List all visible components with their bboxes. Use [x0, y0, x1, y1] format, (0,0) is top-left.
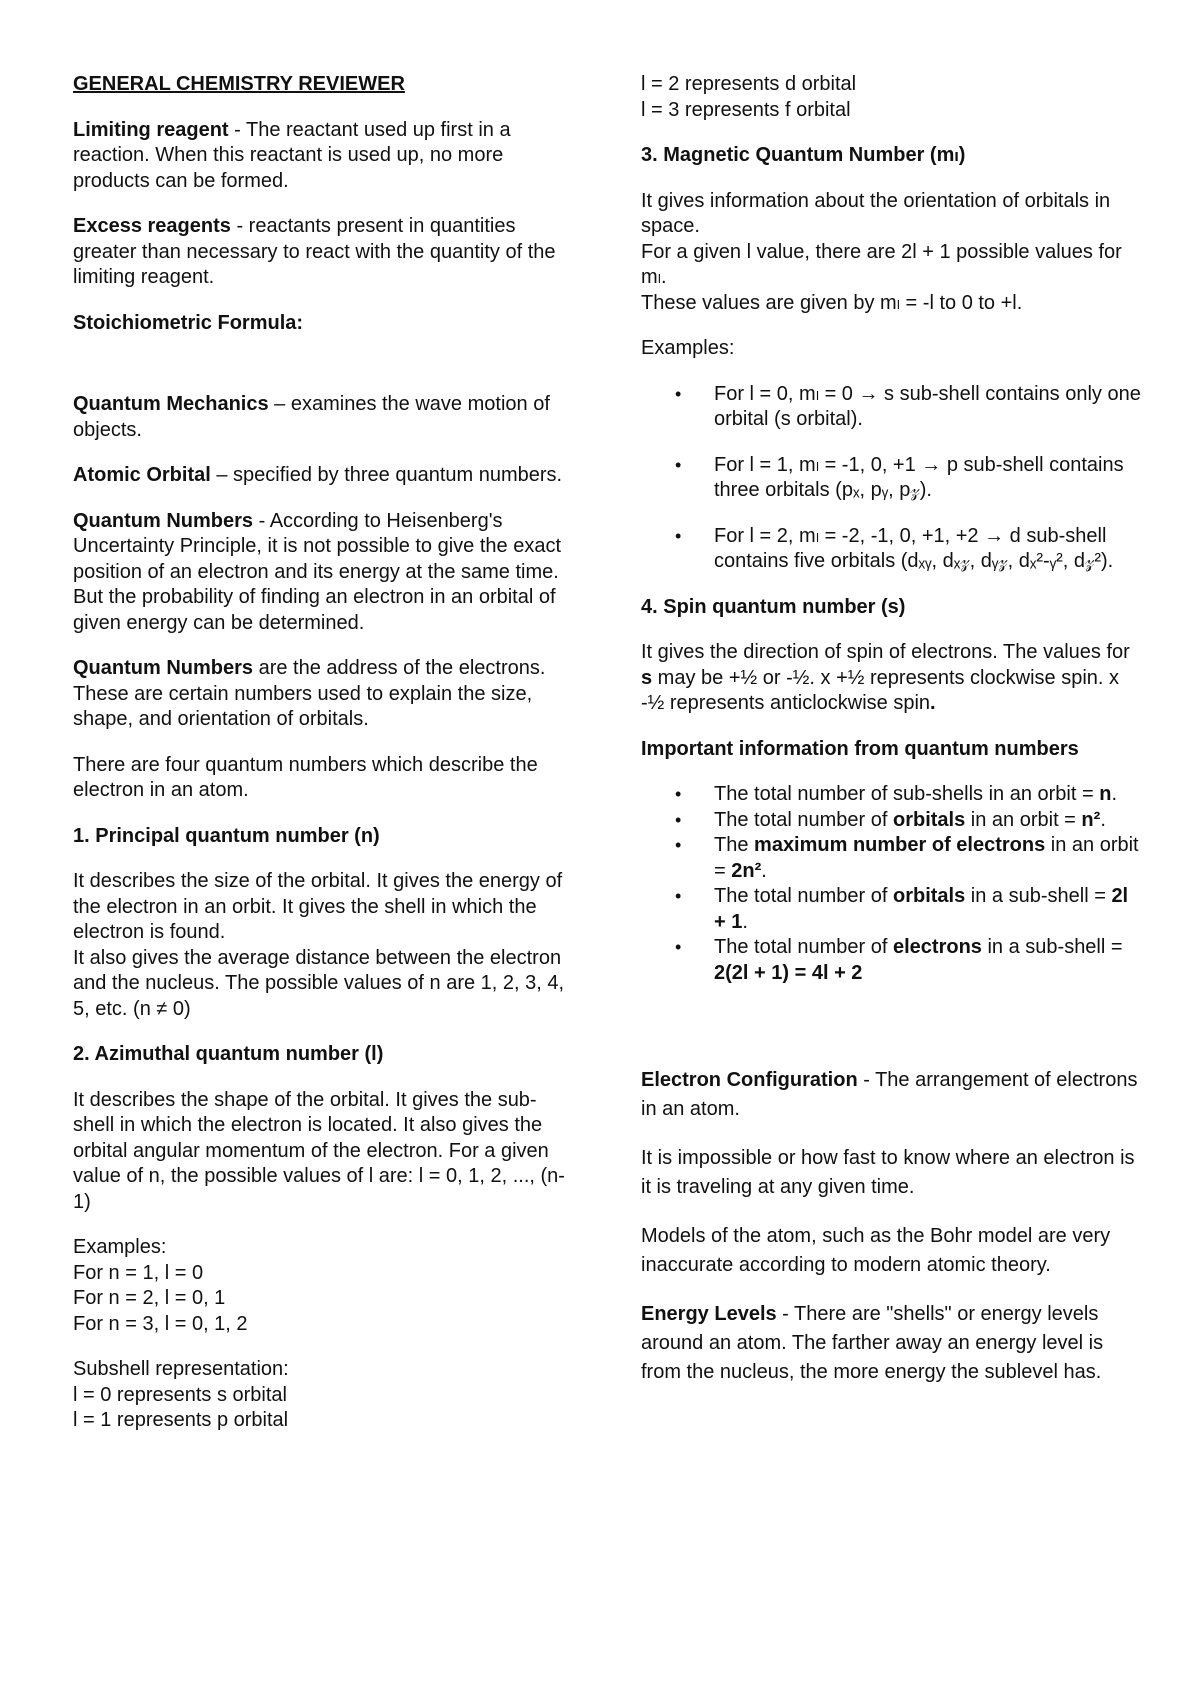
limiting-reagent-term: Limiting reagent: [73, 118, 229, 141]
list-item-bold: maximum number of electrons: [754, 834, 1046, 856]
azimuthal-example: For n = 2, l = 0, 1: [73, 1287, 226, 1309]
list-item-text: For l = 1, mₗ = -1, 0, +1 → p sub-shell contains three orbitals (pₓ, pᵧ, p𝓏).: [714, 453, 1124, 501]
list-item-text: .: [761, 859, 767, 882]
magnetic-examples-label: Examples:: [641, 337, 735, 359]
list-item: [641, 935, 1141, 986]
azimuthal-examples-label: Examples:: [73, 1236, 167, 1258]
energy-levels-paragraph: [641, 1300, 1141, 1387]
principal-quantum-number-heading: 1. Principal quantum number (n): [73, 824, 380, 847]
subshell-representation-item: l = 0 represents s orbital: [73, 1383, 287, 1406]
list-item-bold: 2l + 1: [714, 885, 1129, 933]
bullet-icon: •: [675, 937, 682, 957]
azimuthal-quantum-number-heading: 2. Azimuthal quantum number (l): [73, 1043, 384, 1065]
spin-text-part: may be +½ or -½: [652, 666, 810, 689]
bullet-icon: •: [675, 809, 682, 830]
important-information-heading: Important information from quantum numbers: [641, 737, 1079, 760]
principal-text-2: It also gives the average distance between the electron and the nucleus. The possible values of n are 1, 2, 3, 4, 5, etc. (n ≠ 0): [73, 946, 565, 1020]
subshell-representation-item: l = 1 represents p orbital: [73, 1409, 289, 1431]
electron-configuration-term: Electron Configuration: [641, 1069, 858, 1091]
quantum-mechanics-text: – examines the wave motion of objects.: [73, 393, 550, 441]
bullet-icon: •: [675, 835, 682, 855]
right-column: [641, 72, 1141, 1387]
list-item-text: The total number of sub-shells in an orbit =: [714, 783, 1100, 805]
spin-symbol: s: [641, 666, 653, 689]
spin-text-part: . x -½ represents anticlockwise spin: [641, 666, 1120, 714]
quantum-numbers-paragraph-2: [73, 656, 573, 733]
excess-reagents-text: - reactants present in quantities greater than necessary to react with the quantity of the limiting reagent.: [73, 215, 556, 288]
list-item-text: The total number of: [714, 936, 893, 958]
list-item-text: .: [742, 910, 748, 933]
atomic-orbital-text: – specified by three quantum numbers.: [210, 464, 563, 486]
bullet-icon: •: [675, 525, 682, 546]
list-item-text: The: [714, 834, 755, 856]
list-item: [641, 884, 1141, 935]
energy-levels-term: Energy Levels: [641, 1303, 777, 1325]
list-item-text: in an orbit =: [965, 808, 1082, 831]
bullet-icon: •: [675, 784, 682, 804]
list-item-bold: 2n²: [731, 859, 762, 882]
subshell-representation-item: l = 2 represents d orbital: [641, 73, 857, 95]
electron-configuration-paragraph: [641, 1066, 1141, 1124]
electron-configuration-text: - The arrangement of electrons in an atom.: [641, 1069, 1138, 1120]
azimuthal-example: For n = 3, l = 0, 1, 2: [73, 1312, 248, 1335]
quantum-numbers-paragraph-1: [73, 509, 573, 637]
magnetic-examples-list: [641, 382, 1141, 575]
list-item: [641, 833, 1141, 884]
magnetic-text-2: For a given l value, there are 2l + 1 possible values for mₗ.: [641, 240, 1122, 288]
list-item-bold: n²: [1081, 808, 1101, 831]
list-item-text: The total number of: [714, 885, 893, 907]
limiting-reagent-paragraph: [73, 118, 573, 195]
list-item-bold: n: [1099, 783, 1112, 805]
list-item-bold: 2(2l + 1) = 4l + 2: [714, 961, 863, 984]
bullet-icon: •: [675, 886, 682, 906]
important-information-list: [641, 782, 1141, 986]
spin-text-part: .: [930, 692, 936, 714]
atomic-orbital-paragraph: [73, 463, 573, 489]
azimuthal-text: It describes the shape of the orbital. It gives the sub-shell in which the electron is located. It also gives the orbital angular momentum of the electron. For a given value of n, the possible values of l are: l = 0, 1, 2, ..., (n-1): [73, 1088, 565, 1213]
impossible-paragraph: It is impossible or how fast to know where an electron is it is traveling at any given time.: [641, 1147, 1135, 1198]
spin-text: [641, 640, 1141, 717]
atom-models-paragraph: Models of the atom, such as the Bohr model are very inaccurate according to modern atomic theory.: [641, 1225, 1111, 1276]
quantum-numbers-term-2: Quantum Numbers: [73, 657, 254, 679]
magnetic-text-3: These values are given by mₗ = -l to 0 to +l.: [641, 291, 1023, 314]
excess-reagents-paragraph: [73, 214, 573, 291]
list-item-text: The total number of: [714, 808, 893, 831]
list-item-bold: orbitals: [892, 885, 966, 907]
subshell-representation-item: l = 3 represents f orbital: [641, 98, 851, 121]
list-item-bold: orbitals: [892, 808, 966, 831]
list-item: [641, 382, 1141, 433]
magnetic-text-1: It gives information about the orientation of orbitals in space.: [641, 189, 1111, 237]
bullet-icon: •: [675, 383, 682, 404]
limiting-reagent-text: - The reactant used up first in a reaction. When this reactant is used up, no more products can be formed.: [73, 118, 511, 192]
list-item: [641, 808, 1141, 834]
list-item-text: in an orbit =: [714, 834, 1139, 882]
quantum-mechanics-paragraph: [73, 392, 573, 443]
excess-reagents-term: Excess reagents: [73, 215, 231, 237]
list-item-text: .: [1111, 783, 1117, 805]
left-column: [73, 72, 573, 1434]
document-title: GENERAL CHEMISTRY REVIEWER: [73, 73, 405, 95]
spin-text-part: . x +½ represents clockwise spin: [809, 666, 1098, 689]
atomic-orbital-term: Atomic Orbital: [73, 464, 211, 486]
quantum-numbers-term-1: Quantum Numbers: [73, 509, 254, 532]
magnetic-quantum-number-heading: 3. Magnetic Quantum Number (mₗ): [641, 144, 966, 166]
stoichiometric-formula-heading: Stoichiometric Formula:: [73, 311, 304, 334]
spin-text-part: It gives the direction of spin of electrons. The values for: [641, 641, 1130, 663]
subshell-representation-label: Subshell representation:: [73, 1358, 289, 1380]
four-quantum-numbers-text: There are four quantum numbers which describe the electron in an atom.: [73, 753, 538, 801]
list-item-bold: electrons: [892, 936, 982, 958]
list-item-text: in a sub-shell =: [965, 885, 1112, 907]
quantum-numbers-text-1: - According to Heisenberg's Uncertainty Principle, it is not possible to give the exact position of an electron and its energy at the same time. But the probability of finding an electron in an orbital of given energy can be determined.: [73, 509, 562, 634]
list-item-text: .: [1100, 808, 1106, 831]
energy-levels-text: - There are "shells" or energy levels around an atom. The farther away an energy level is from the nucleus, the more energy the sublevel has.: [641, 1303, 1104, 1383]
quantum-numbers-text-2: are the address of the electrons. These are certain numbers used to explain the size, shape, and orientation of orbitals.: [73, 657, 546, 730]
principal-text-1: It describes the size of the orbital. It gives the energy of the electron in an orbit. It gives the shell in which the electron is found.: [73, 870, 563, 943]
list-item-text: For l = 2, mₗ = -2, -1, 0, +1, +2 → d sub-shell contains five orbitals (dₓᵧ, dₓ𝓏, dᵧ𝓏, dₓ²-ᵧ², d𝓏²).: [714, 524, 1114, 572]
quantum-mechanics-term: Quantum Mechanics: [73, 393, 269, 415]
list-item: [641, 524, 1141, 575]
spin-quantum-number-heading: 4. Spin quantum number (s): [641, 595, 906, 618]
list-item: [641, 782, 1141, 808]
bullet-icon: •: [675, 454, 682, 475]
list-item-text: For l = 0, mₗ = 0 → s sub-shell contains only one orbital (s orbital).: [714, 382, 1141, 430]
list-item: [641, 453, 1141, 504]
azimuthal-example: For n = 1, l = 0: [73, 1261, 204, 1284]
list-item-text: in a sub-shell =: [981, 936, 1123, 958]
